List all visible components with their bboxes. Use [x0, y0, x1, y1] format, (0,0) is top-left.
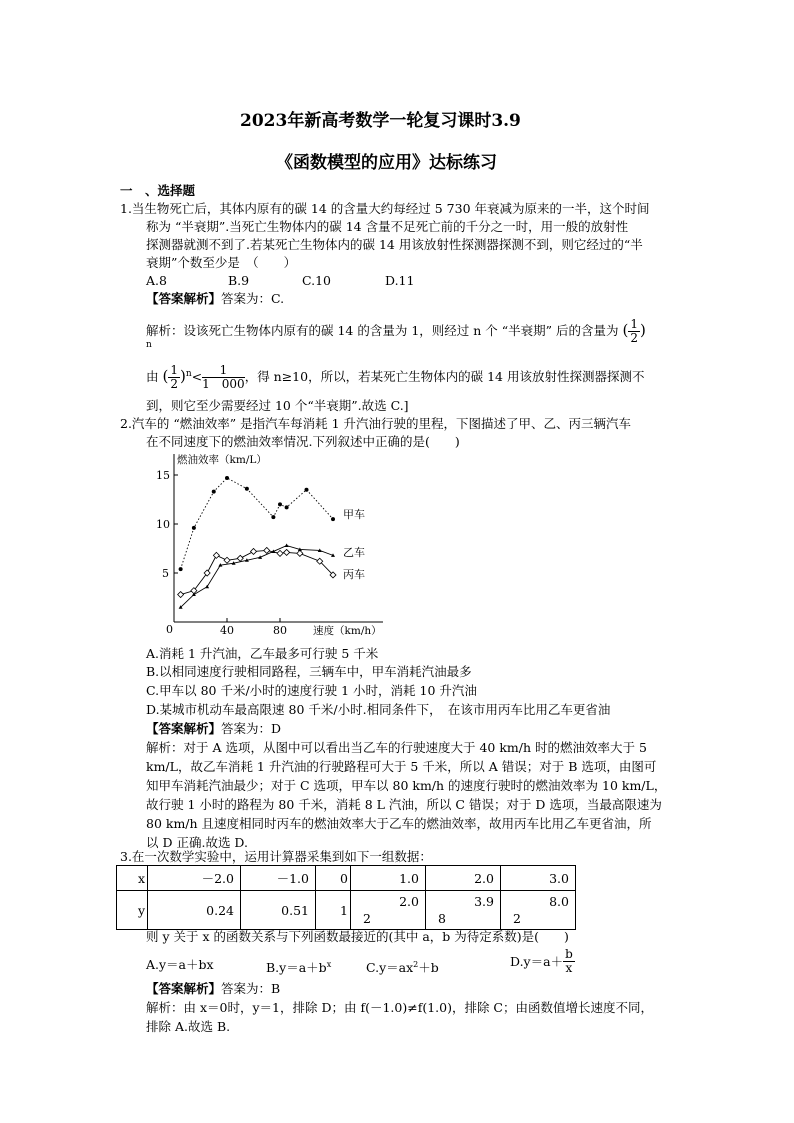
- q3-option-b: $B.y=a+b^x$: [266, 960, 332, 976]
- data-point: [245, 487, 249, 491]
- x-tick-label: 80: [273, 624, 287, 637]
- y-tick-label: 5: [162, 567, 169, 580]
- table-row: [117, 891, 576, 930]
- x-axis-label: 速度（km/h）: [313, 625, 382, 637]
- q3-answer-label: 【答案解析】: [146, 981, 222, 996]
- q2-solution-line3: 知甲车消耗汽油最少；对于 C 选项，甲车以 80 km/h 的速度行驶时的燃油效率为 10 km/L，: [146, 778, 667, 793]
- table-cell: 8.0 2: [501, 891, 576, 930]
- q1-fraction-half: $\frac{1}{2}$: [630, 317, 638, 345]
- data-point: [225, 476, 229, 480]
- q3-stem-line1: 3.在一次数学实验中，运用计算器采集到如下一组数据：: [120, 849, 432, 864]
- table-row: [117, 866, 576, 891]
- q2-solution-line1: 解析：对于 A 选项，从图中可以看出当乙车的行驶速度大于 40 km/h 时的燃油效率大于 5: [146, 740, 647, 755]
- q1-option-d: D.11: [385, 273, 415, 288]
- y-axis-label: 燃油效率（km/L）: [177, 454, 267, 466]
- q2-answer: [146, 720, 281, 737]
- q2-solution-line6: 以 D 正确.故选 D.: [146, 835, 248, 850]
- q3-solution-line1: 解析：由 x＝0时，y＝1，排除 D；由 f(－1.0)≠f(1.0)，排除 C；由函数值增长速度不同，: [146, 1000, 653, 1015]
- table-cell: 0: [316, 866, 351, 891]
- data-point: [179, 567, 183, 571]
- q1-solution-text: 解析：设该死亡生物体内原有的碳 14 的含量为 1，则经过 n 个 “半衰期” 后的含量为: [146, 323, 619, 338]
- table-cell: 2.0 2: [351, 891, 426, 930]
- table-cell: 0.51: [241, 891, 316, 930]
- table-cell: y: [117, 891, 148, 930]
- data-point: [192, 526, 196, 530]
- table-cell: 3.9 8: [426, 891, 501, 930]
- q3-data-table: [116, 865, 576, 930]
- data-point: [278, 502, 282, 506]
- q2-option-d: D.某城市机动车最高限速 80 千米/小时.相同条件下， 在该市用丙车比用乙车更省油: [146, 702, 611, 717]
- y-tick-label: 10: [156, 518, 170, 531]
- table-cell: －2.0: [148, 866, 241, 891]
- q2-answer-text: 答案为：D: [221, 721, 282, 736]
- q3-solution-line2: 排除 A.故选 B.: [146, 1019, 231, 1034]
- data-point: [271, 515, 275, 519]
- table-cell: －1.0: [241, 866, 316, 891]
- q1-exponent-n: n: [146, 340, 152, 350]
- q2-solution-line5: 80 km/h 且速度相同时丙车的燃油效率大于乙车的燃油效率，故用丙车比用乙车更省油，所: [146, 816, 652, 831]
- q1-stem-line2: 称为 “半衰期”.当死亡生物体内的碳 14 含量不足死亡前的千分之一时，用一般的放射性: [146, 219, 629, 234]
- q1-stem-line3: 探测器就测不到了.若某死亡生物体内的碳 14 用该放射性探测器探测不到，则它经过的“半: [146, 237, 643, 252]
- table-cell: 3.0: [501, 866, 576, 891]
- legend-jia: 甲车: [343, 508, 365, 521]
- table-cell: 2.0: [426, 866, 501, 891]
- q2-stem-line1: 2.汽车的 “燃油效率” 是指汽车每消耗 1 升汽油行驶的里程，下图描述了甲、乙、丙三辆汽车: [120, 416, 632, 431]
- legend-yi: 乙车: [343, 546, 365, 559]
- doc-title-line2: 《函数模型的应用》达标练习: [276, 153, 497, 173]
- origin-label: 0: [166, 623, 173, 636]
- q1-answer-label: 【答案解析】: [146, 291, 222, 306]
- q3-fraction-b-over-x: $\frac{b}{x}$: [565, 947, 573, 975]
- q3-option-a: A.y＝a＋bx: [146, 957, 214, 972]
- table-cell: 0.24: [148, 891, 241, 930]
- q2-option-b: B.以相同速度行驶相同路程，三辆车中，甲车消耗汽油最多: [146, 664, 472, 679]
- q2-solution-line4: 故行驶 1 小时的路程为 80 千米，消耗 8 L 汽油，所以 C 错误；对于 D 选项，当最高限速为: [146, 797, 662, 812]
- q1-stem-line1: 1.当生物死亡后，其体内原有的碳 14 的含量大约每经过 5 730 年衰减为原来的一半，这个时间: [120, 201, 650, 216]
- data-point: [331, 517, 335, 521]
- doc-title-line1: 2023年新高考数学一轮复习课时3.9: [240, 111, 521, 131]
- q3-stem-line2: 则 y 关于 x 的函数关系与下列函数最接近的(其中 a，b 为待定系数)是( ): [146, 929, 569, 944]
- q1-solution-line1: 解析：设该死亡生物体内原有的碳 14 的含量为 1，则经过 n 个 “半衰期” 后的含量为 ( $\frac{1}{2}$ ): [146, 317, 646, 345]
- q1-fraction-thousandth: $\frac{1}{1 000}$: [202, 363, 245, 391]
- q1-fraction-half-2: $\frac{1}{2}$: [170, 363, 178, 391]
- q3-answer: [146, 980, 280, 997]
- q3-option-d: D.y＝a＋ $\frac{b}{x}$: [510, 947, 573, 975]
- q2-solution-line2: km/L，故乙车消耗 1 升汽油的行驶路程可大于 5 千米，所以 A 错误；对于 B 选项，由图可: [146, 759, 657, 774]
- q1-option-a: A.8: [146, 273, 167, 288]
- table-cell: x: [117, 866, 148, 891]
- table-cell: 1.0: [351, 866, 426, 891]
- data-point: [305, 488, 309, 492]
- x-tick-label: 40: [220, 624, 234, 637]
- q1-solution-line3: 到，则它至少需要经过 10 个“半衰期”.故选 C.]: [146, 398, 409, 413]
- table-cell: 1: [316, 891, 351, 930]
- q2-option-a: A.消耗 1 升汽油，乙车最多可行驶 5 千米: [146, 646, 379, 661]
- q3-answer-text: 答案为：B: [221, 981, 281, 996]
- section-heading: 一 、选择题: [120, 183, 196, 198]
- q2-stem-line2: 在不同速度下的燃油效率情况.下列叙述中正确的是( ): [146, 434, 460, 449]
- legend-bing: 丙车: [343, 568, 365, 581]
- q3-option-c: $C.y=ax^2+b$: [366, 960, 439, 976]
- q1-option-b: B.9: [228, 273, 250, 288]
- q1-solution-line2: 由 ( $\frac{1}{2}$ )$^n$< $\frac{1}{1 000}$ ，得 n≥10，所以，若某死亡生物体内的碳 14 用该放射性探测器探测不: [146, 363, 645, 391]
- q1-answer-text: 答案为：C.: [221, 291, 285, 306]
- data-point: [285, 505, 289, 509]
- q2-option-c: C.甲车以 80 千米/小时的速度行驶 1 小时，消耗 10 升汽油: [146, 683, 477, 698]
- q1-answer: [146, 290, 284, 307]
- data-point: [212, 490, 216, 494]
- q1-stem-line4: 衰期”个数至少是 （ ）: [146, 255, 297, 270]
- y-tick-label: 15: [156, 469, 170, 482]
- fuel-efficiency-chart: [155, 450, 385, 640]
- q1-option-c: C.10: [302, 273, 331, 288]
- q2-answer-label: 【答案解析】: [146, 721, 222, 736]
